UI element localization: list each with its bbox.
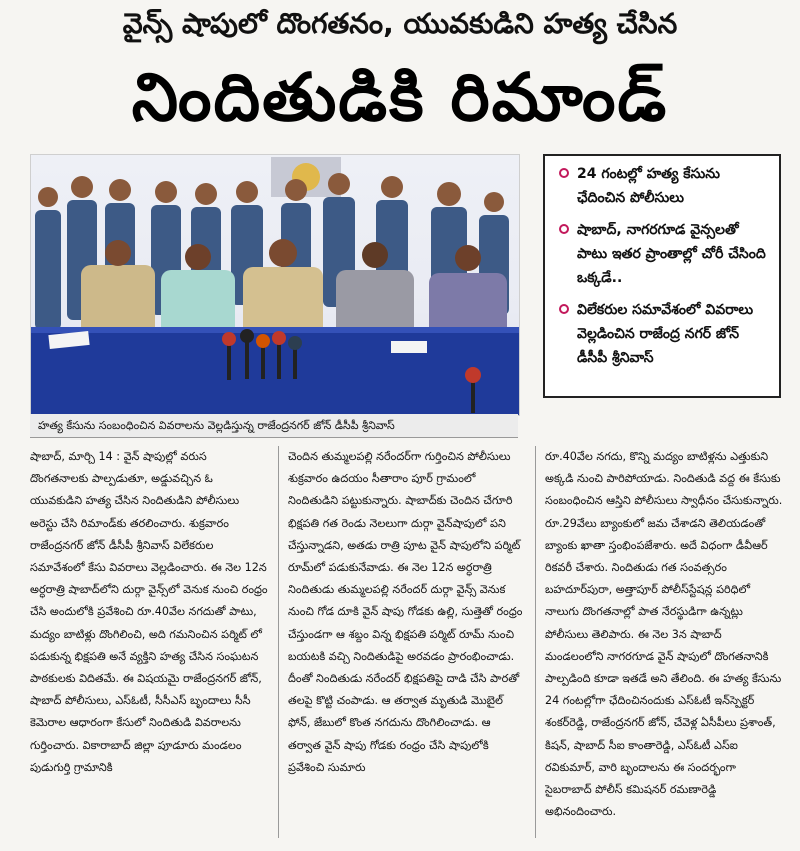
press-meet-photo <box>30 154 520 416</box>
highlight-item <box>553 162 771 210</box>
column-divider <box>278 446 279 838</box>
highlights-box <box>543 154 781 398</box>
article-text: చెందిన తుమ్మలపల్లి నరేందర్‌గా గుర్తించిన పోలీసులు శుక్రవారం ఉదయం సీతారాం పూర్ గ్రామంలో నిందితుడిని పట్టుకున్నారు. షాబాద్‌కు చెందిన చేగూరి భిక్షపతి గత రెండు నెలలుగా దుర్గా వైన్‌షాపులో పని చేస్తున్నాడని, అతడు రాత్రి పూట వైన్ షాపులోని పర్మిట్ రూమ్‌లో పడుకునేవాడు. ఈ నెల 12న అర్ధరాత్రి నిందితుడు తుమ్మలపల్లి నరేందర్ దుర్గా వైన్స్ వెనుక నుంచి గోడ దూకి వైన్ షాపు గోడకు ఉల్లి, సుత్తెతో రంధ్రం చేస్తుండగా ఆ శబ్దం విన్న భిక్షపతి పర్మిట్ రూమ్ నుంచి బయటకి వచ్చి నిందితుడిపై అరవడం ప్రారంభించాడు. దీంతో నిందితుడు నరేందర్ భిక్షపతిపై దాడి చేసి పారతో తలపై కొట్టి చంపాడు. ఆ తర్వాత మృతుడి మొబైల్ ఫోన్, జేబులో కొంత నగదును దొంగిలించాడు. ఆ తర్వాత వైన్ షాపు గోడకు రంధ్రం చేసి షాపులోకి ప్రవేశించి సుమారు <box>288 450 523 774</box>
press-meet-illustration <box>31 155 519 415</box>
article-text: షాబాద్, మార్చి 14 : వైన్ షాపుల్లో వరుస దొంగతనాలకు పాల్పడుతూ, అడ్డువచ్చిన ఓ యువకుడిని హత్య చేసిన నిందితుడిని పోలీసులు అరెస్టు చేసి రిమాండ్‌కు తరలించారు. శుక్రవారం రాజేంద్రనగర్ జోన్ డీసీపీ శ్రీనివాస్ విలేకరుల సమావేశంలో కేసు వివరాలు వెల్లడించారు. ఈ నెల 12న అర్ధరాత్రి షాబాద్‌లోని దుర్గా వైన్స్‌లో వెనుక నుంచి రంధ్రం చేసి అందులోకి ప్రవేశించి రూ.40వేల నగదుతో పాటు, మద్యం బాటిళ్లు దొంగిలించి, అది గమనించిన పర్మిట్ లో పడుకున్న భిక్షపతి అనే వ్యక్తిని హత్య చేసిన సంఘటన పాఠకులకు విదితమే. ఈ విషయమై రాజేంద్రనగర్ జోన్, షాబాద్ పోలీసులు, ఎస్ఓటీ, సీసీఎస్ బృందాలు సీసీ కెమెరాల ఆధారంగా కేసులో నిందితుడి వివరాలను గుర్తించారు. వికారాబాద్ జిల్లా పూడూరు మండలం పుడుగుర్తి గ్రామానికి <box>30 450 268 774</box>
article-column-1 <box>30 446 268 844</box>
highlight-item <box>553 218 771 290</box>
article-column-2 <box>288 446 526 844</box>
highlight-item <box>553 298 771 370</box>
article-text: రూ.40వేల నగదు, కొన్ని మద్యం బాటిళ్లను ఎత్తుకుని అక్కడి నుంచి పారిపోయాడు. నిందితుడి వద్ద ఈ కేసుకు సంబంధించిన ఆస్తిని పోలీసులు స్వాధీనం చేసుకున్నారు. రూ.29వేలు బ్యాంకులో జమ చేశాడని తెలియడంతో బ్యాంకు ఖాతా స్తంభింపజేశారు. అదే విధంగా డీవీఆర్ రికవరీ చేశారు. నిందితుడు గత సంవత్సరం బహదూర్‌పురా, అత్తాపూర్ పోలీస్‌స్టేషన్ల పరిధిలో నాలుగు దొంగతనాల్లో పాత నేరస్థుడిగా ఉన్నట్లు పోలీసులు తెలిపారు. ఈ నెల 3న షాబాద్ మండలంలోని నాగరగూడ వైన్ షాపులో దొంగతనానికి పాల్పడింది కూడా ఇతడే అని తేలింది. ఈ హత్య కేసును 24 గంటల్లోగా ఛేదించినందుకు ఎస్ఓటీ ఇన్‌స్పెక్టర్ శంకర్‌రెడ్డి, రాజేంద్రనగర్ జోన్, చేవెళ్ల ఏసీపీలు ప్రశాంత్, కిషన్, షాబాద్ సీఐ కాంతారెడ్డి, ఎస్ఓటీ ఎస్ఐ రవికుమార్, వారి బృందాలను ఈ సందర్భంగా సైబరాబాద్ పోలీస్ కమిషనర్ రమణారెడ్డి అభినందించారు. <box>545 450 783 819</box>
photo-caption: హత్య కేసును సంబంధించిన వివరాలను వెల్లడిస్తున్న రాజేంద్రనగర్ జోన్ డీసీపీ శ్రీనివాస్ <box>30 414 518 438</box>
article-column-3 <box>545 446 783 844</box>
kicker-headline: వైన్స్ షాపులో దొంగతనం, యువకుడిని హత్య చేసిన <box>122 7 678 40</box>
highlight-text: విలేకరుల సమావేశంలో వివరాలు వెల్లడించిన రాజేంద్ర నగర్ జోన్ డీసీపీ శ్రీనివాస్ <box>577 302 754 366</box>
circle-bullet-icon <box>559 224 569 234</box>
highlight-text: షాబాద్, నాగరగూడ వైన్సలతో పాటు ఇతర ప్రాంతాల్లో చోరీ చేసింది ఒక్కడే.. <box>577 222 766 286</box>
main-headline: నిందితుడికి రిమాండ్ <box>131 59 669 136</box>
highlight-text: 24 గంటల్లో హత్య కేసును ఛేదించిన పోలీసులు <box>577 166 720 206</box>
circle-bullet-icon <box>559 304 569 314</box>
circle-bullet-icon <box>559 168 569 178</box>
column-divider <box>535 446 536 838</box>
